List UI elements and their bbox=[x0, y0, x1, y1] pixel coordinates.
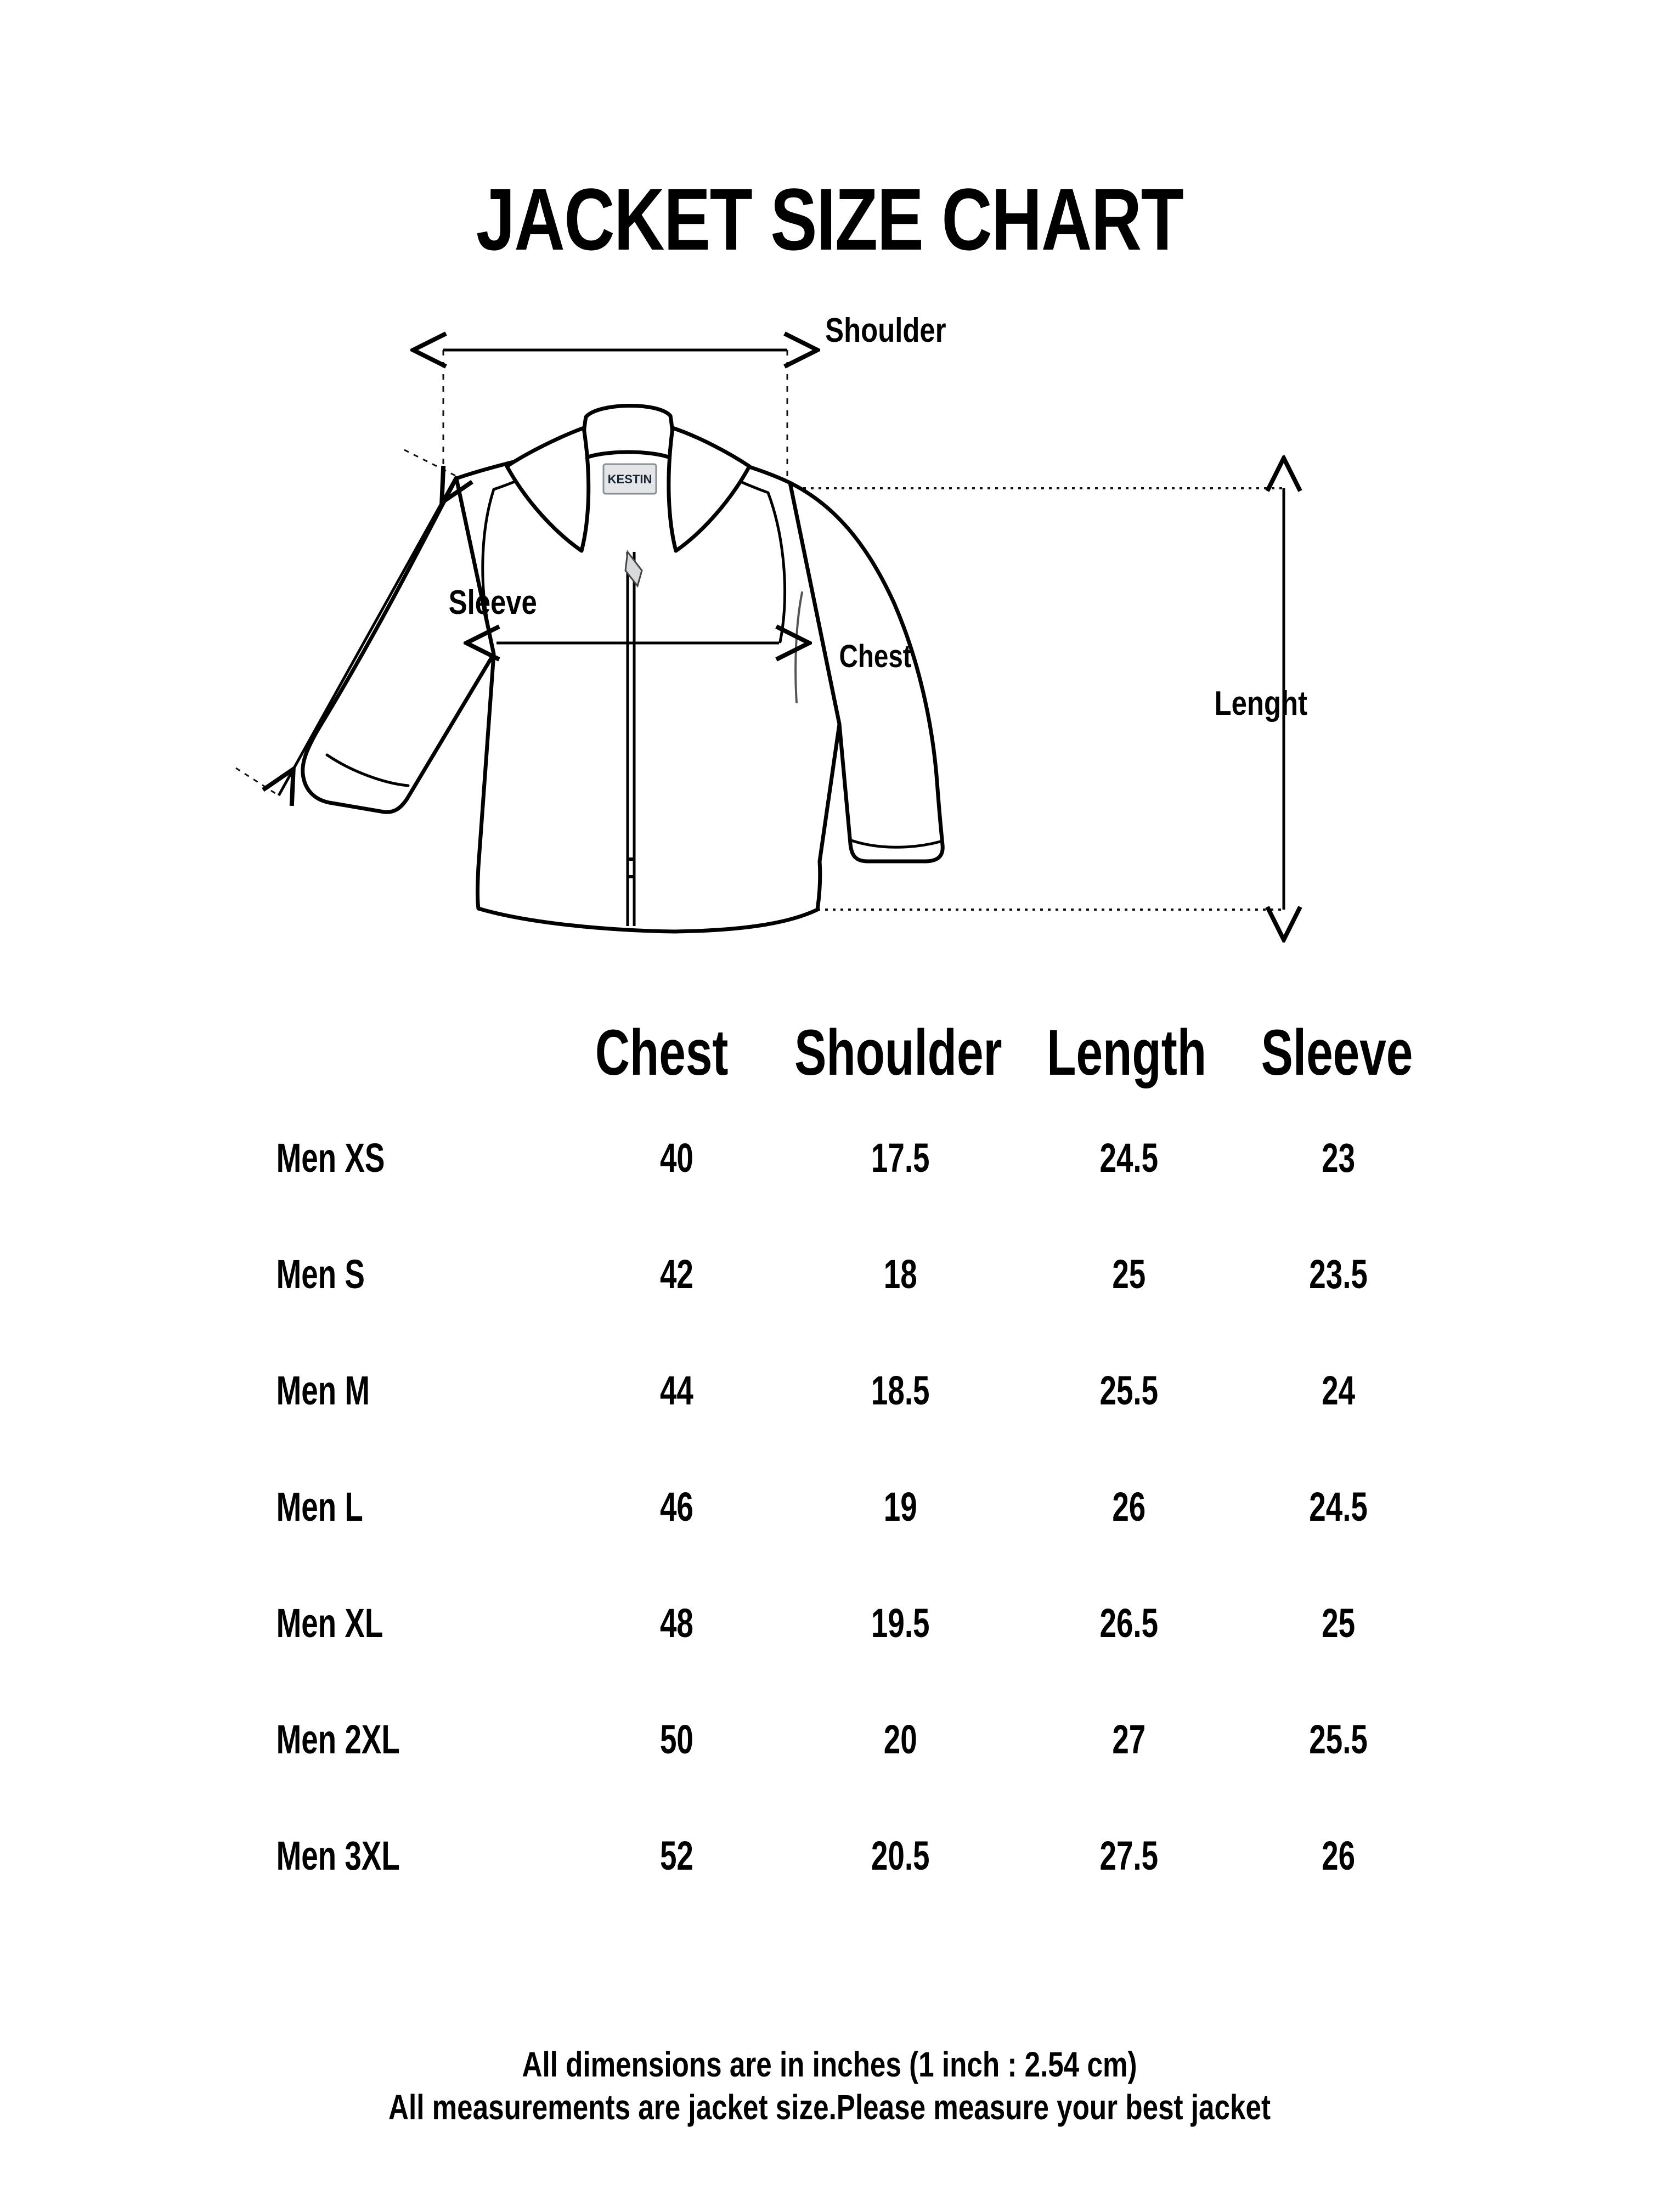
cell-size: Men M bbox=[276, 1368, 370, 1413]
brand-tag-label: KESTIN bbox=[607, 472, 652, 486]
cell-size: Men L bbox=[276, 1484, 363, 1530]
footer-note bbox=[0, 2043, 1659, 2129]
table-row bbox=[219, 1251, 1440, 1370]
cell-size: Men 3XL bbox=[276, 1833, 400, 1878]
cell-shoulder: 20.5 bbox=[871, 1833, 930, 1878]
table-row bbox=[219, 1484, 1440, 1603]
column-header-length: Length bbox=[1046, 1017, 1206, 1089]
cell-shoulder: 17.5 bbox=[871, 1135, 930, 1181]
cell-length: 24.5 bbox=[1099, 1135, 1159, 1181]
cell-shoulder: 20 bbox=[883, 1717, 917, 1762]
cell-size: Men XL bbox=[276, 1600, 383, 1646]
cell-shoulder: 18 bbox=[883, 1251, 917, 1297]
column-header-sleeve: Sleeve bbox=[1261, 1017, 1413, 1089]
cell-length: 26.5 bbox=[1099, 1600, 1159, 1646]
diagram-label-chest: Chest bbox=[839, 639, 912, 674]
cell-chest: 48 bbox=[659, 1600, 693, 1646]
cell-chest: 42 bbox=[659, 1251, 693, 1297]
cell-size: Men 2XL bbox=[276, 1717, 400, 1762]
cell-sleeve: 23 bbox=[1321, 1135, 1355, 1181]
table-row bbox=[219, 1719, 1440, 1836]
cell-size: Men XS bbox=[276, 1135, 385, 1181]
footer-line-1: All dimensions are in inches (1 inch : 2.54 cm) bbox=[522, 2044, 1137, 2084]
cell-sleeve: 25 bbox=[1321, 1600, 1355, 1646]
cell-length: 25 bbox=[1112, 1251, 1146, 1297]
cell-length: 27 bbox=[1112, 1717, 1146, 1762]
cell-length: 26 bbox=[1112, 1484, 1146, 1530]
collar-stand bbox=[583, 405, 673, 459]
diagram-label-sleeve: Sleeve bbox=[448, 584, 537, 622]
cell-length: 25.5 bbox=[1099, 1368, 1159, 1413]
page-title: JACKET SIZE CHART bbox=[476, 170, 1183, 268]
cell-length: 27.5 bbox=[1099, 1833, 1159, 1878]
footer-line-2: All measurements are jacket size.Please measure your best jacket bbox=[388, 2087, 1271, 2127]
table-row bbox=[219, 1370, 1440, 1487]
size-table bbox=[0, 1017, 1659, 1952]
cell-shoulder: 18.5 bbox=[871, 1368, 930, 1413]
left-sleeve bbox=[303, 478, 494, 812]
cell-chest: 40 bbox=[659, 1135, 693, 1181]
column-header-chest: Chest bbox=[595, 1017, 729, 1089]
cell-shoulder: 19.5 bbox=[871, 1600, 930, 1646]
cell-sleeve: 24.5 bbox=[1309, 1484, 1368, 1530]
cell-shoulder: 19 bbox=[883, 1484, 917, 1530]
cell-chest: 50 bbox=[659, 1717, 693, 1762]
table-row bbox=[219, 1833, 1440, 1952]
cell-sleeve: 23.5 bbox=[1309, 1251, 1368, 1297]
cell-chest: 46 bbox=[659, 1484, 693, 1530]
column-header-shoulder: Shoulder bbox=[794, 1017, 1002, 1089]
cell-sleeve: 24 bbox=[1321, 1368, 1355, 1413]
cell-chest: 52 bbox=[659, 1833, 693, 1878]
cell-size: Men S bbox=[276, 1251, 365, 1297]
diagram-label-length: Lenght bbox=[1214, 685, 1308, 723]
table-row bbox=[219, 1135, 1440, 1254]
jacket-diagram bbox=[219, 285, 1454, 1031]
cell-chest: 44 bbox=[659, 1368, 693, 1413]
cell-sleeve: 26 bbox=[1321, 1833, 1355, 1878]
jacket-body bbox=[456, 451, 839, 932]
table-row bbox=[219, 1600, 1440, 1719]
table-header-row bbox=[219, 1017, 1440, 1089]
diagram-label-shoulder: Shoulder bbox=[825, 312, 946, 349]
cell-sleeve: 25.5 bbox=[1309, 1717, 1368, 1762]
